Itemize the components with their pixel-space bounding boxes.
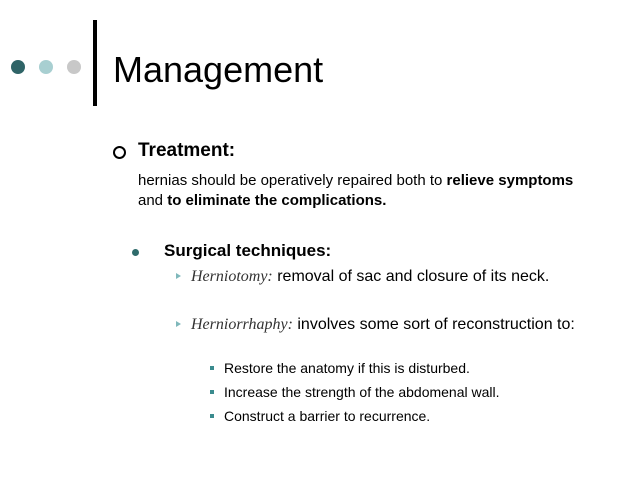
subitem-construct: Construct a barrier to recurrence.: [224, 408, 431, 424]
treatment-text-1: hernias should be operatively repaired both to: [138, 172, 447, 189]
subitem-restore: Restore the anatomy if this is disturbed.: [224, 360, 470, 376]
decor-dot-1: [11, 60, 25, 74]
treatment-paragraph: [138, 171, 578, 211]
bullet-ring-icon: [113, 146, 126, 159]
technique-term: Herniotomy:: [191, 268, 273, 285]
technique-herniorrhaphy: [191, 314, 581, 335]
treatment-text-4: to eliminate the complications.: [167, 192, 387, 209]
decor-dot-3: [67, 60, 81, 74]
subitem-increase: Increase the strength of the abdomenal wall.: [224, 384, 500, 400]
technique-term: Herniorrhaphy:: [191, 316, 293, 333]
square-bullet-icon: [210, 366, 214, 370]
technique-desc: removal of sac and closure of its neck.: [272, 268, 550, 285]
square-bullet-icon: [210, 414, 214, 418]
triangle-bullet-icon: [176, 321, 181, 327]
title-divider: [93, 20, 97, 106]
bullet-dot-icon: [132, 249, 139, 256]
triangle-bullet-icon: [176, 273, 181, 279]
treatment-text-3: and: [138, 192, 168, 209]
technique-desc: involves some sort of reconstruction to:: [292, 316, 575, 333]
decor-dot-2: [39, 60, 53, 74]
treatment-heading: Treatment:: [138, 140, 236, 161]
technique-herniotomy: [191, 266, 581, 287]
surgical-heading: Surgical techniques:: [164, 241, 332, 260]
treatment-text-2: relieve symptoms: [446, 172, 574, 189]
square-bullet-icon: [210, 390, 214, 394]
slide-title: Management: [113, 49, 324, 90]
